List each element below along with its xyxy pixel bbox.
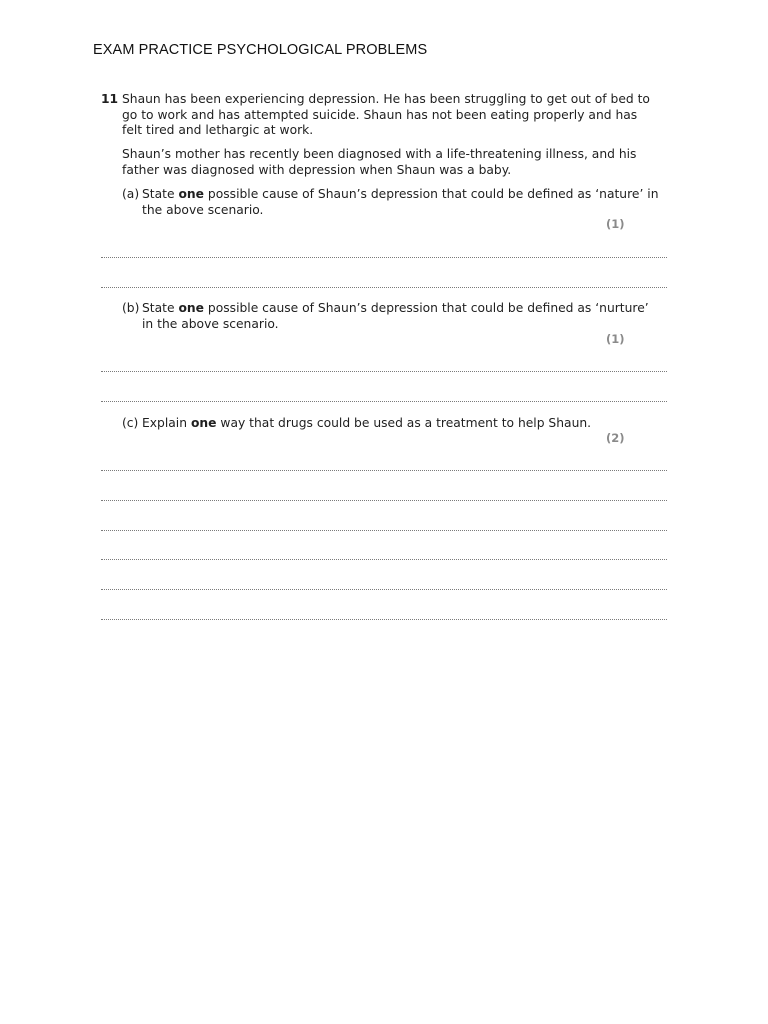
scenario-line: go to work and has attempted suicide. Shaun has not been eating properly and has	[122, 107, 638, 122]
prompt-emphasis: one	[190, 416, 217, 430]
answer-line[interactable]	[101, 401, 667, 402]
scenario-line: felt tired and lethargic at work.	[122, 123, 314, 137]
answer-line[interactable]	[101, 500, 667, 501]
marks-label: (1)	[606, 332, 625, 346]
page-title: EXAM PRACTICE PSYCHOLOGICAL PROBLEMS	[93, 42, 428, 58]
answer-line[interactable]	[101, 257, 667, 258]
part-prompt	[142, 187, 658, 203]
prompt-text: Explain	[142, 416, 191, 430]
answer-line[interactable]	[101, 287, 667, 288]
prompt-emphasis: one	[178, 187, 205, 201]
part-label: (a)	[122, 187, 140, 201]
part-label: (b)	[122, 301, 140, 315]
scenario-line: father was diagnosed with depression when Shaun was a baby.	[122, 162, 512, 177]
answer-line[interactable]	[101, 559, 667, 560]
prompt-text: way that drugs could be used as a treatment to help Shaun.	[216, 416, 592, 430]
answer-line[interactable]	[101, 470, 667, 471]
scenario-line: Shaun has been experiencing depression. He has been struggling to get out of bed to	[122, 92, 650, 106]
answer-line[interactable]	[101, 589, 667, 590]
prompt-emphasis: one	[178, 301, 205, 315]
answer-line[interactable]	[101, 530, 667, 531]
marks-label: (1)	[606, 217, 625, 231]
part-prompt	[142, 301, 649, 317]
prompt-text: possible cause of Shaun’s depression that could be defined as ‘nurture’	[204, 301, 649, 315]
question-number: 11	[101, 92, 119, 106]
part-prompt-line2: in the above scenario.	[142, 317, 279, 331]
part-label: (c)	[122, 416, 139, 430]
part-prompt-line2: the above scenario.	[142, 203, 264, 217]
answer-line[interactable]	[101, 619, 667, 620]
marks-label: (2)	[606, 431, 625, 445]
part-prompt	[142, 416, 591, 432]
prompt-text: possible cause of Shaun’s depression that could be defined as ‘nature’ in	[204, 187, 659, 201]
scenario-line: Shaun’s mother has recently been diagnosed with a life-threatening illness, and his	[122, 147, 637, 161]
prompt-text: State	[142, 301, 179, 315]
answer-line[interactable]	[101, 371, 667, 372]
prompt-text: State	[142, 187, 179, 201]
